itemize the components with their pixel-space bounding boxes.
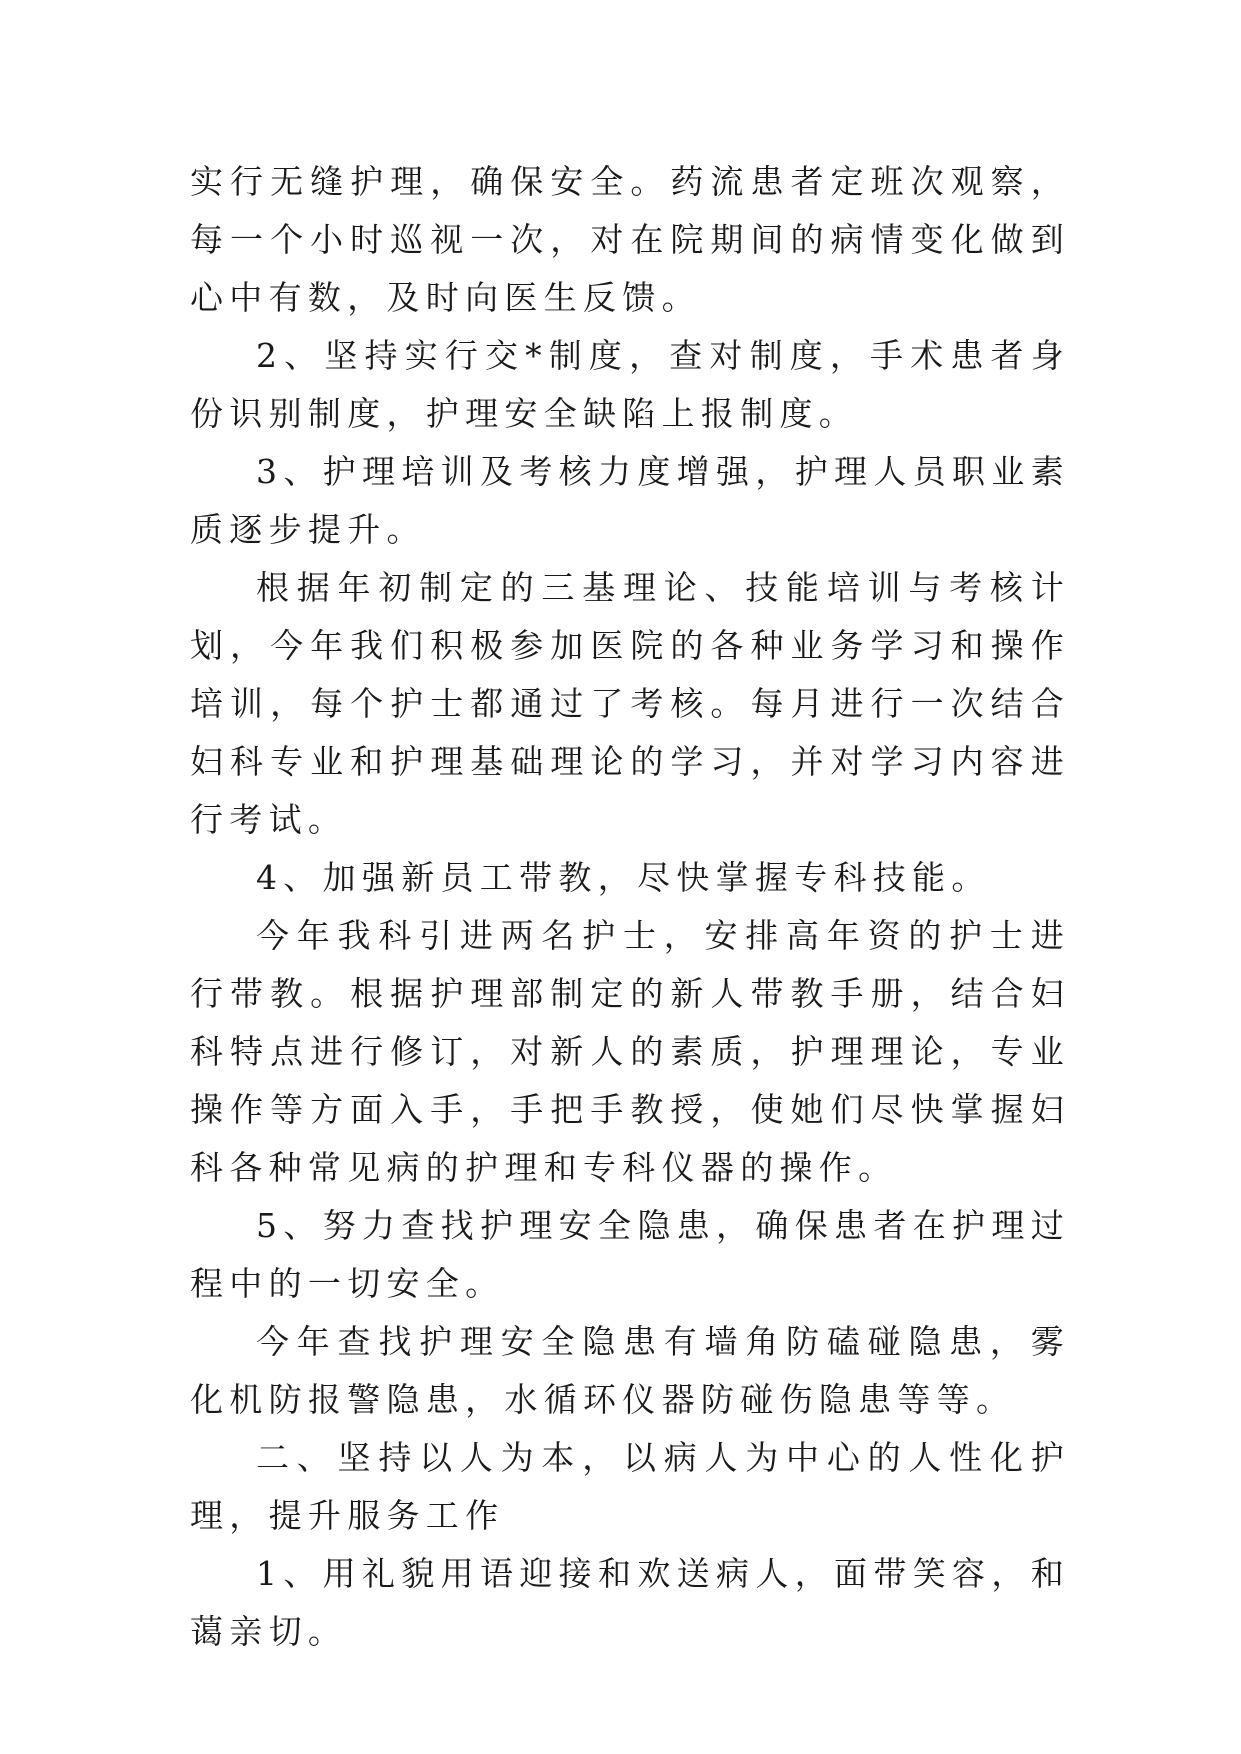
paragraph-7: 5、努力查找护理安全隐患，确保患者在护理过程中的一切安全。 [190,1206,1070,1303]
paragraph-6: 今年我科引进两名护士，安排高年资的护士进行带教。根据护理部制定的新人带教手册，结合妇科特点进行修订，对新人的素质，护理理论，专业操作等方面入手，手把手教授，使她们尽快掌握妇科各种常见病的护理和专科仪器的操作。 [190,916,1070,1187]
paragraph-8: 今年查找护理安全隐患有墙角防磕碰隐患，雾化机防报警隐患，水循环仪器防碰伤隐患等等。 [190,1322,1070,1419]
document-body [190,153,1070,1661]
paragraph-3: 3、护理培训及考核力度增强，护理人员职业素质逐步提升。 [190,452,1070,549]
paragraph-1: 实行无缝护理，确保安全。药流患者定班次观察，每一个小时巡视一次，对在院期间的病情变化做到心中有数，及时向医生反馈。 [190,162,1070,317]
paragraph-5: 4、加强新员工带教，尽快掌握专科技能。 [256,858,991,897]
paragraph-2: 2、坚持实行交*制度，查对制度，手术患者身份识别制度，护理安全缺陷上报制度。 [190,336,1070,433]
paragraph-4: 根据年初制定的三基理论、技能培训与考核计划，今年我们积极参加医院的各种业务学习和操作培训，每个护士都通过了考核。每月进行一次结合妇科专业和护理基础理论的学习，并对学习内容进行考试。 [190,568,1070,839]
paragraph-10: 1、用礼貌用语迎接和欢送病人，面带笑容，和蔼亲切。 [190,1554,1070,1651]
section-heading-2: 二、坚持以人为本，以病人为中心的人性化护理，提升服务工作 [190,1438,1070,1535]
